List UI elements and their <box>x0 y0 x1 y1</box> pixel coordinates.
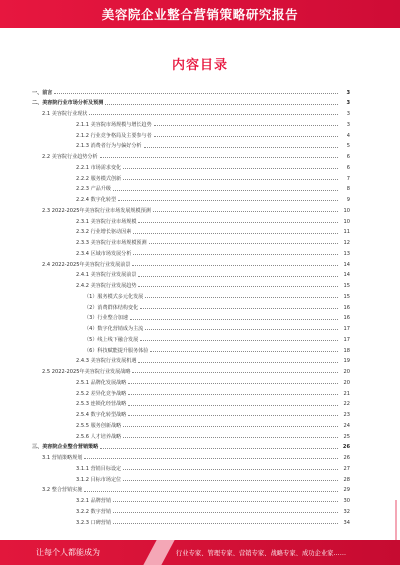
toc-entry-label: 2.1.2 行业竞争格局及主要参与者 <box>76 132 152 139</box>
toc-dot-leader <box>153 211 338 212</box>
toc-entry-page-number: 23 <box>343 412 350 419</box>
toc-entry-label: 2.2.4 数字化转型 <box>76 197 117 204</box>
toc-entry-page-number: 9 <box>346 197 350 204</box>
toc-entry-label: 一、前言 <box>32 89 53 96</box>
toc-entry-label: 2.5.4 数字化转型战略 <box>76 412 127 419</box>
header-band <box>0 0 400 28</box>
toc-dot-leader <box>113 523 338 524</box>
toc-entry-page-number: 3 <box>346 89 350 96</box>
toc-entry[interactable] <box>32 300 350 311</box>
toc-dot-leader <box>100 157 338 158</box>
toc-dot-leader <box>128 405 338 406</box>
toc-entry-page-number: 17 <box>343 326 350 333</box>
toc-entry-page-number: 24 <box>343 422 350 429</box>
report-title: 美容院企业整合营销策略研究报告 <box>101 7 299 22</box>
toc-dot-leader <box>133 233 338 234</box>
footer-slogan: 让每个人都能成为 <box>36 548 100 557</box>
toc-dot-leader <box>138 276 338 277</box>
toc-dot-leader <box>123 480 338 481</box>
toc-entry-page-number: 13 <box>343 250 350 257</box>
toc-entry-label: 3.2.2 数字营销 <box>76 508 111 515</box>
toc-dot-leader <box>140 340 338 341</box>
toc-entry[interactable] <box>32 257 350 268</box>
toc-entry[interactable] <box>32 85 350 96</box>
table-of-contents <box>32 85 350 526</box>
toc-dot-leader <box>84 491 338 492</box>
toc-dot-leader <box>100 448 338 449</box>
toc-entry-page-number: 5 <box>346 143 350 150</box>
toc-entry-page-number: 17 <box>343 336 350 343</box>
toc-dot-leader <box>128 415 338 416</box>
toc-entry-page-number: 15 <box>343 283 350 290</box>
toc-entry-label: 3.1.2 目标市场定位 <box>76 476 122 483</box>
toc-title: 内容目录 <box>171 58 228 73</box>
toc-entry-label: 2.5.2 差异化竞争战略 <box>76 390 127 397</box>
toc-entry-page-number: 4 <box>346 132 350 139</box>
toc-dot-leader <box>154 125 338 126</box>
toc-dot-leader <box>138 222 338 223</box>
toc-entry[interactable] <box>32 375 350 386</box>
toc-entry[interactable] <box>32 332 350 343</box>
toc-entry-page-number: 27 <box>343 465 350 472</box>
toc-entry[interactable] <box>32 117 350 128</box>
toc-entry-label: 2.5.1 品牌化发展战略 <box>76 379 127 386</box>
toc-entry[interactable] <box>32 182 350 193</box>
toc-entry-page-number: 14 <box>343 261 350 268</box>
toc-entry[interactable] <box>32 418 350 429</box>
toc-entry[interactable] <box>32 289 350 300</box>
toc-entry-page-number: 20 <box>343 369 350 376</box>
toc-entry-label: 2.3.3 美容院行业市场规模预测 <box>76 240 147 247</box>
toc-entry[interactable] <box>32 483 350 494</box>
toc-dot-leader <box>132 372 338 373</box>
toc-entry[interactable] <box>32 311 350 322</box>
toc-dot-leader <box>145 297 338 298</box>
toc-entry-page-number: 10 <box>343 207 350 214</box>
toc-entry[interactable] <box>32 203 350 214</box>
toc-entry-label: 2.4.2 美容院行业发展趋势 <box>76 283 137 290</box>
toc-entry[interactable] <box>32 160 350 171</box>
toc-entry[interactable] <box>32 386 350 397</box>
toc-entry-page-number: 8 <box>346 186 350 193</box>
toc-entry-label: 2.5.6 人才培养战略 <box>76 433 122 440</box>
toc-dot-leader <box>113 512 338 513</box>
toc-entry-page-number: 29 <box>343 487 350 494</box>
toc-dot-leader <box>144 147 338 148</box>
toc-entry-page-number: 15 <box>343 293 350 300</box>
corner-decoration-icon <box>392 500 400 540</box>
toc-entry-page-number: 12 <box>343 240 350 247</box>
toc-dot-leader <box>123 469 338 470</box>
toc-entry[interactable] <box>32 515 350 526</box>
toc-dot-leader <box>113 501 338 502</box>
toc-dot-leader <box>154 136 338 137</box>
toc-entry[interactable] <box>32 246 350 257</box>
toc-entry-page-number: 25 <box>343 433 350 440</box>
toc-entry[interactable] <box>32 193 350 204</box>
toc-entry[interactable] <box>32 429 350 440</box>
toc-dot-leader <box>123 437 338 438</box>
toc-entry[interactable] <box>32 150 350 161</box>
toc-entry[interactable] <box>32 397 350 408</box>
toc-dot-leader <box>84 458 338 459</box>
toc-entry-label: （1）服务模式多元化发展 <box>84 293 144 300</box>
toc-entry-label: 2.2.2 服务模式创新 <box>76 175 122 182</box>
toc-entry-label: 2.1.1 美容院市场规模与增长趋势 <box>76 121 152 128</box>
toc-entry[interactable] <box>32 268 350 279</box>
toc-dot-leader <box>150 351 338 352</box>
toc-dot-leader <box>132 265 338 266</box>
toc-entry-label: 2.5.3 连锁化经营战略 <box>76 401 127 408</box>
toc-entry[interactable] <box>32 236 350 247</box>
toc-entry[interactable] <box>32 451 350 462</box>
toc-entry[interactable] <box>32 128 350 139</box>
toc-dot-leader <box>130 319 338 320</box>
toc-entry-page-number: 11 <box>343 229 350 236</box>
toc-dot-leader <box>123 168 338 169</box>
toc-entry-page-number: 34 <box>343 519 350 526</box>
toc-entry[interactable] <box>32 343 350 354</box>
toc-entry-label: 3.1.1 营销目标设定 <box>76 465 122 472</box>
toc-entry-label: （5）线上线下融合发展 <box>84 336 139 343</box>
toc-dot-leader <box>140 308 338 309</box>
toc-entry-label: 2.3.2 行业增长驱动因素 <box>76 229 132 236</box>
toc-dot-leader <box>145 329 338 330</box>
toc-entry-label: 2.3.4 区域市场发展分析 <box>76 250 132 257</box>
toc-entry-label: 2.2 美容院行业趋势分析 <box>42 154 98 161</box>
toc-entry-label: 3.2.1 品牌营销 <box>76 498 111 505</box>
toc-dot-leader <box>105 104 338 105</box>
toc-entry[interactable] <box>32 494 350 505</box>
toc-entry-label: 2.1.3 消费者行为与偏好分析 <box>76 143 142 150</box>
toc-entry[interactable] <box>32 461 350 472</box>
toc-entry-page-number: 14 <box>343 272 350 279</box>
toc-entry-label: （6）科技赋能提升服务体验 <box>84 347 149 354</box>
toc-entry-page-number: 16 <box>343 304 350 311</box>
toc-entry[interactable] <box>32 279 350 290</box>
toc-entry-page-number: 22 <box>343 401 350 408</box>
toc-entry-page-number: 18 <box>343 347 350 354</box>
toc-dot-leader <box>118 200 338 201</box>
toc-entry-page-number: 3 <box>346 111 350 118</box>
toc-entry[interactable] <box>32 408 350 419</box>
toc-dot-leader <box>138 362 338 363</box>
toc-dot-leader <box>113 190 338 191</box>
toc-entry-label: 2.4.1 美容院行业发展前景 <box>76 272 137 279</box>
toc-entry[interactable] <box>32 225 350 236</box>
toc-entry[interactable] <box>32 440 350 451</box>
toc-entry-label: 2.2.1 市场需求变化 <box>76 164 122 171</box>
toc-entry-page-number: 28 <box>343 476 350 483</box>
toc-entry-page-number: 19 <box>343 358 350 365</box>
toc-entry-label: 3.1 营销策略规划 <box>42 455 83 462</box>
toc-entry[interactable] <box>32 322 350 333</box>
toc-entry-page-number: 7 <box>346 175 350 182</box>
toc-entry-label: 2.5.5 服务创新战略 <box>76 422 122 429</box>
toc-entry[interactable] <box>32 214 350 225</box>
footer-roles: 行业专家、管理专家、营销专家、战略专家、成功企业家…… <box>176 550 347 557</box>
toc-entry[interactable] <box>32 96 350 107</box>
toc-dot-leader <box>133 254 338 255</box>
toc-dot-leader <box>138 286 338 287</box>
toc-entry[interactable] <box>32 504 350 515</box>
toc-entry-label: 2.2.3 产品升级 <box>76 186 111 193</box>
toc-entry-page-number: 10 <box>343 218 350 225</box>
toc-dot-leader <box>149 243 338 244</box>
toc-entry-page-number: 30 <box>343 498 350 505</box>
toc-entry-label: （2）消费群体结构变化 <box>84 304 139 311</box>
toc-entry-page-number: 3 <box>346 121 350 128</box>
toc-entry-label: 2.4 2022-2025年美容院行业发展前景 <box>42 261 131 268</box>
toc-entry[interactable] <box>32 365 350 376</box>
toc-entry-label: 2.3 2022-2025年美容院行业市场发展规模预测 <box>42 207 151 214</box>
toc-entry-label: 2.3.1 美容院行业市场规模 <box>76 218 137 225</box>
toc-entry-label: 三、美容院企业整合营销策略 <box>32 444 99 451</box>
toc-entry-label: 2.4.3 美容院行业发展机遇 <box>76 358 137 365</box>
toc-dot-leader <box>89 114 338 115</box>
toc-entry[interactable] <box>32 472 350 483</box>
toc-entry-page-number: 32 <box>343 508 350 515</box>
toc-entry[interactable] <box>32 354 350 365</box>
toc-entry-label: （4）数字化营销成为主流 <box>84 326 144 333</box>
toc-dot-leader <box>123 179 338 180</box>
toc-entry-label: 2.5 2022-2025年美容院行业发展战略 <box>42 369 131 376</box>
toc-dot-leader <box>128 394 338 395</box>
toc-entry-label: 2.1 美容院行业现状 <box>42 111 88 118</box>
toc-entry[interactable] <box>32 107 350 118</box>
toc-entry-label: （3）行业整合加速 <box>84 315 128 322</box>
toc-dot-leader <box>123 426 338 427</box>
toc-entry-page-number: 6 <box>346 154 350 161</box>
toc-entry[interactable] <box>32 139 350 150</box>
toc-entry-page-number: 21 <box>343 390 350 397</box>
toc-entry-label: 3.2.3 口碑营销 <box>76 519 111 526</box>
toc-entry-page-number: 26 <box>342 444 350 451</box>
toc-entry-label: 二、美容院行业市场分析及预测 <box>32 100 104 107</box>
toc-dot-leader <box>54 93 338 94</box>
toc-entry[interactable] <box>32 171 350 182</box>
toc-entry-page-number: 26 <box>343 455 350 462</box>
toc-entry-label: 3.2 整合营销实施 <box>42 487 83 494</box>
toc-entry-page-number: 16 <box>343 315 350 322</box>
toc-entry-page-number: 3 <box>346 100 350 107</box>
toc-entry-page-number: 20 <box>343 379 350 386</box>
toc-entry-page-number: 6 <box>346 164 350 171</box>
toc-dot-leader <box>128 383 338 384</box>
footer-ribbon <box>0 540 400 565</box>
